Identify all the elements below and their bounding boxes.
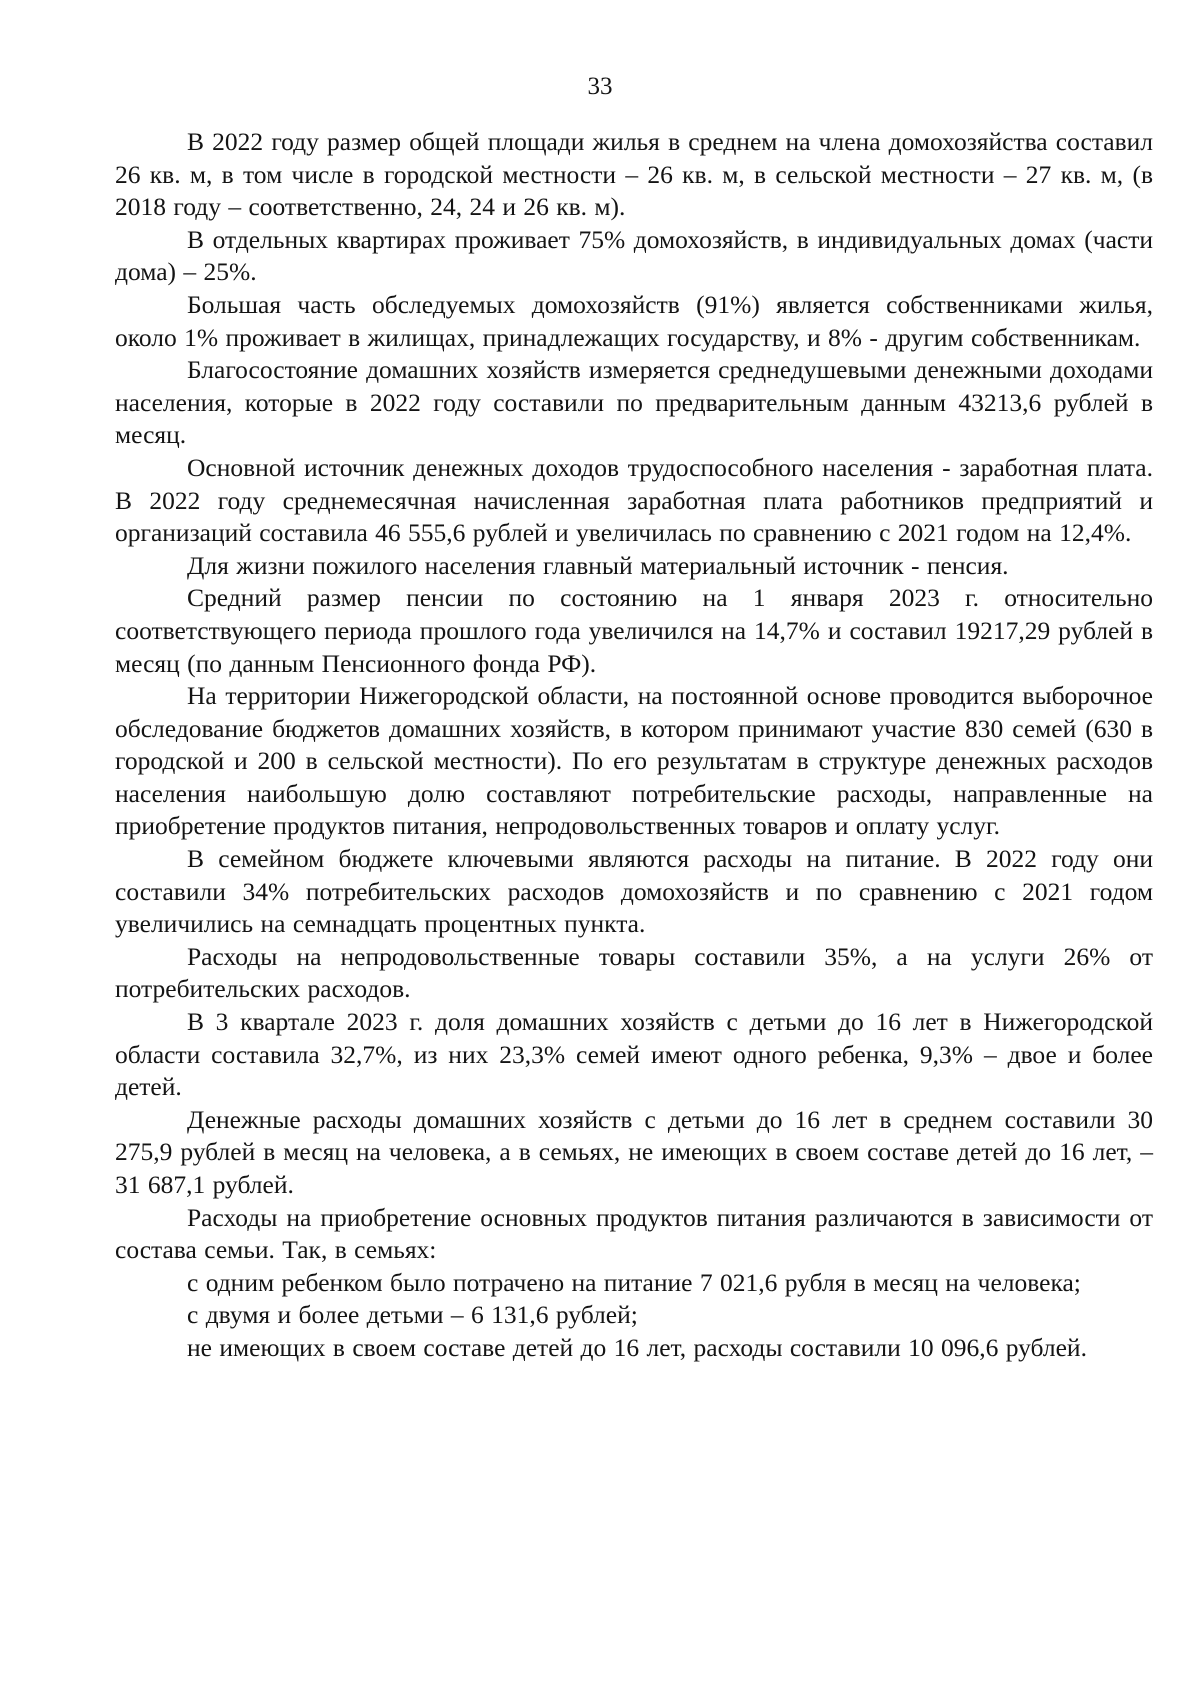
paragraph-no-children: не имеющих в своем составе детей до 16 лет, расходы составили 10 096,6 рублей. <box>187 1332 1087 1362</box>
paragraph-pension-size: Средний размер пенсии по состоянию на 1 января 2023 г. относительно соответствующего периода прошлого года увеличился на 14,7% и составил 19217,29 рублей в месяц (по данным Пенсионного фонда РФ). <box>115 583 1153 678</box>
paragraph-food-by-family: Расходы на приобретение основных продуктов питания различаются в зависимости от состава семьи. Так, в семьях: <box>115 1202 1153 1265</box>
paragraph-cash-expenses: Денежные расходы домашних хозяйств с детьми до 16 лет в среднем составили 30 275,9 рублей в месяц на человека, а в семьях, не имеющих в своем составе детей до 16 лет, – 31 687,1 рублей. <box>115 1104 1153 1199</box>
paragraph-one-child: с одним ребенком было потрачено на питание 7 021,6 рубля в месяц на человека; <box>187 1267 1081 1297</box>
document-body <box>115 126 1153 1365</box>
paragraph-ownership: Большая часть обследуемых домохозяйств (91%) является собственниками жилья, около 1% проживает в жилищах, принадлежащих государству, и 8% - другим собственникам. <box>115 289 1153 352</box>
paragraph-living-space: В 2022 году размер общей площади жилья в среднем на члена домохозяйства составил 26 кв. м, в том числе в городской местности – 26 кв. м, в сельской местности – 27 кв. м, (в 2018 году – соответственно, 24, 24 и 26 кв. м). <box>115 127 1153 222</box>
paragraph-households-children: В 3 квартале 2023 г. доля домашних хозяйств с детьми до 16 лет в Нижегородской области составила 32,7%, из них 23,3% семей имеют одного ребенка, 9,3% – двое и более детей. <box>115 1007 1153 1102</box>
paragraph-wages: Основной источник денежных доходов трудоспособного населения - заработная плата. В 2022 году среднемесячная начисленная заработная плата работников предприятий и организаций составила 46 555,6 рублей и увеличилась по сравнению с 2021 годом на 12,4%. <box>115 452 1153 548</box>
page-number: 33 <box>587 73 613 100</box>
paragraph-two-children: с двумя и более детьми – 6 131,6 рублей; <box>187 1300 638 1330</box>
paragraph-budget-survey: На территории Нижегородской области, на постоянной основе проводится выборочное обследование бюджетов домашних хозяйств, в котором принимают участие 830 семей (630 в городской и 200 в сельской местности). По его результатам в структуре денежных расходов населения наибольшую долю составляют потребительские расходы, направленные на приобретение продуктов питания, непродовольственных товаров и оплату услуг. <box>115 681 1153 841</box>
paragraph-nonfood-expenses: Расходы на непродовольственные товары составили 35%, а на услуги 26% от потребительских расходов. <box>115 941 1153 1004</box>
paragraph-pension-source: Для жизни пожилого населения главный материальный источник - пенсия. <box>187 550 1009 580</box>
paragraph-housing-type: В отдельных квартирах проживает 75% домохозяйств, в индивидуальных домах (части дома) – 25%. <box>115 224 1153 287</box>
paragraph-food-expenses: В семейном бюджете ключевыми являются расходы на питание. В 2022 году они составили 34% потребительских расходов домохозяйств и по сравнению с 2021 годом увеличились на семнадцать процентных пункта. <box>115 844 1153 939</box>
paragraph-income: Благосостояние домашних хозяйств измеряется среднедушевыми денежными доходами населения, которые в 2022 году составили по предварительным данным 43213,6 рублей в месяц. <box>115 355 1153 450</box>
